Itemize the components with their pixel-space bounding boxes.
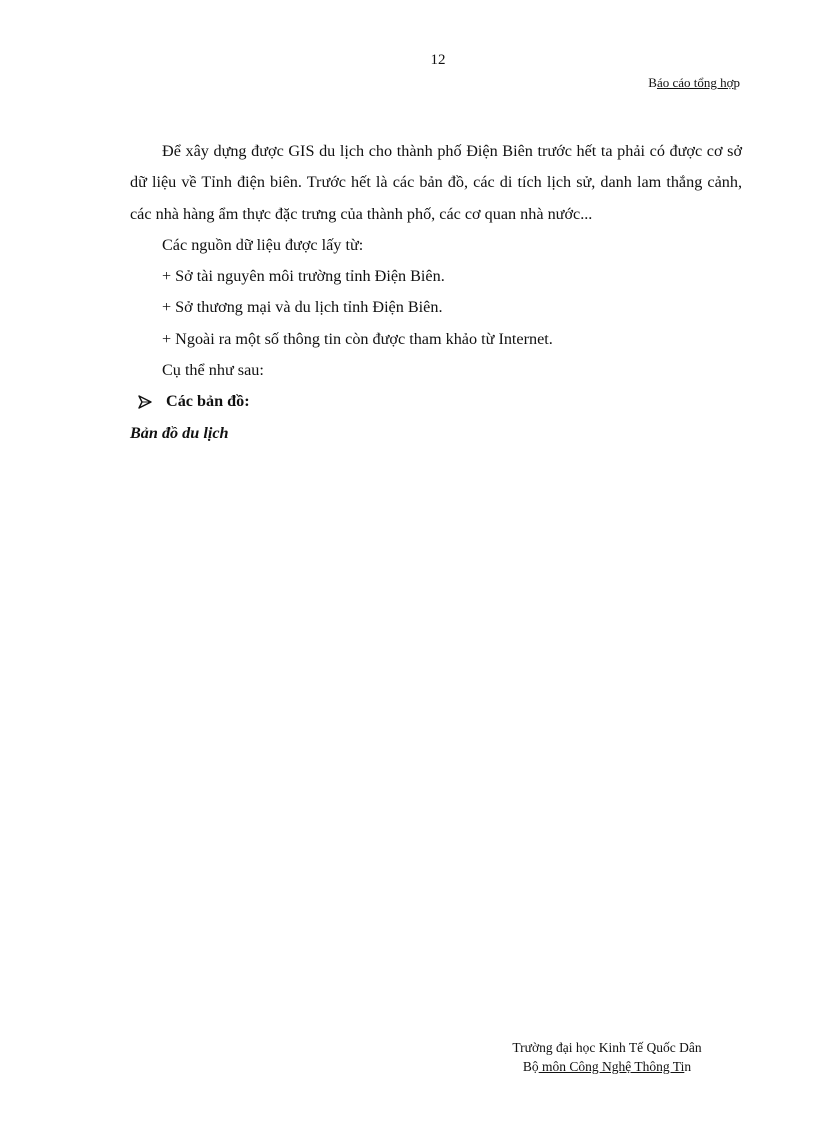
bullet-heading — [130, 386, 742, 417]
report-title-underlined: áo cáo tổng hợ — [656, 75, 734, 90]
details-intro: Cụ thể như sau: — [162, 361, 264, 380]
map-subheading: Bản đồ du lịch — [130, 423, 229, 442]
footer-department-underlined: môn Công Nghệ Thông Ti — [538, 1059, 685, 1074]
sources-intro: Các nguồn dữ liệu được lấy từ: — [162, 235, 364, 254]
page-footer — [488, 1038, 726, 1076]
report-title — [648, 75, 740, 91]
arrow-bullet-icon — [138, 395, 152, 409]
footer-university: Trường đại học Kinh Tế Quốc Dân — [512, 1040, 702, 1055]
footer-department-suffix: n — [684, 1059, 692, 1074]
document-body — [130, 136, 742, 449]
report-title-prefix: B — [648, 75, 657, 90]
source-item: + Ngoài ra một số thông tin còn được tham khảo từ Internet. — [162, 329, 553, 348]
source-item: + Sở thương mại và du lịch tỉnh Điện Biên. — [162, 298, 443, 317]
footer-department-prefix: Bộ — [522, 1059, 539, 1074]
source-item: + Sở tài nguyên môi trường tỉnh Điện Biên. — [162, 267, 445, 286]
footer-department — [488, 1057, 726, 1076]
report-title-suffix: p — [733, 75, 740, 90]
page-number: 12 — [430, 52, 446, 68]
bullet-heading-text: Các bản đồ: — [166, 392, 250, 411]
intro-paragraph: Để xây dựng được GIS du lịch cho thành phố Điện Biên trước hết ta phải có được cơ sở dữ liệu về Tỉnh điện biên. Trước hết là các bản đồ, các di tích lịch sử, danh lam thắng cảnh, các nhà hàng ẩm thực đặc trưng của thành phố, các cơ quan nhà nước... — [130, 142, 742, 223]
